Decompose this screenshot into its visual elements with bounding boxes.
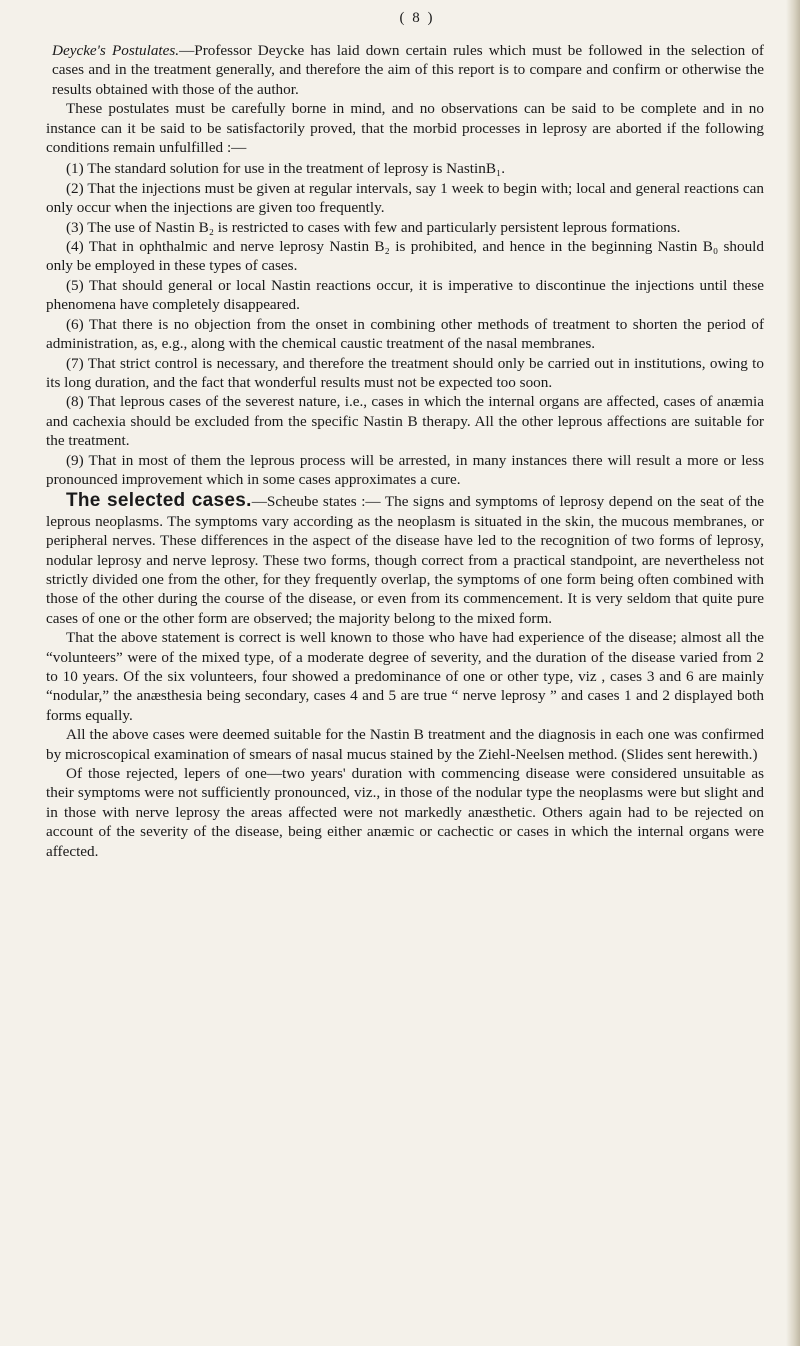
body-paragraph: All the above cases were deemed suitable for the Nastin B treatment and the diagnosis in each one was confirmed by microscopical examination of smears of nasal mucus stained by the Ziehl-Neelsen method. (Slides sent herewith.) bbox=[46, 726, 764, 763]
page-edge-shadow bbox=[786, 0, 800, 1346]
postulate-item: (4) That in ophthalmic and nerve leprosy Nastin B₂ is prohibited, and hence in the beginning Nastin B₀ should only be employed in these types of cases. bbox=[46, 238, 764, 275]
body-paragraph: That the above statement is correct is well known to those who have had experience of the disease; almost all the “volunteers” were of the mixed type, of a moderate degree of severity, and the duration of the disease varied from 2 to 10 years. Of the six volunteers, four showed a predominance of one or other type, viz , cases 3 and 6 are mainly “nodular,” the anæsthesia being secondary, cases 4 and 5 are true “ nerve leprosy ” and cases 1 and 2 displayed both forms equally. bbox=[46, 629, 764, 724]
postulate-item: (5) That should general or local Nastin reactions occur, it is imperative to discontinue the injections until these phenomena have completely disappeared. bbox=[46, 276, 764, 314]
postulate-item: (2) That the injections must be given at regular intervals, say 1 week to begin with; local and general reactions can only occur when the injections are given too frequently. bbox=[46, 179, 764, 217]
selected-cases-text: —Scheube states :— The signs and symptoms of leprosy depend on the seat of the leprous neoplasms. The symptoms vary according as the neoplasm is situated in the skin, the mucous membranes, or peripheral nerves. These differences in the aspect of the disease have led to the recognition of two forms of leprosy, nodular leprosy and nerve leprosy. These two forms, though correct from a practical standpoint, are nevertheless not strictly divided one from the other, for they frequently overlap, the symptoms of one form being often combined with those of the other during the course of the disease, or even from its commencement. It is very seldom that quite pure cases of one or the other form are observed; the majority belong to the mixed form. bbox=[46, 493, 764, 627]
postulates-intro-paragraph bbox=[46, 41, 764, 99]
postulate-item: (1) The standard solution for use in the treatment of leprosy is NastinB₁. bbox=[66, 160, 506, 178]
page-number: ( 8 ) bbox=[399, 10, 435, 26]
postulate-item: (8) That leprous cases of the severest nature, i.e., cases in which the internal organs are affected, cases of anæmia and cachexia should be excluded from the specific Nastin B therapy. All the other leprous affections are suitable for the treatment. bbox=[46, 393, 764, 450]
postulates-note: These postulates must be carefully borne in mind, and no observations can be said to be complete and in no instance can it be said to be satisfactorily proved, that the morbid processes in leprosy are aborted if the following conditions remain unfulfilled :— bbox=[46, 100, 764, 157]
postulates-intro-text: —Professor Deycke has laid down certain rules which must be followed in the selection of cases and in the treatment generally, and therefore the aim of this report is to compare and confirm or otherwise the results obtained with those of the author. bbox=[52, 42, 764, 98]
postulate-item: (7) That strict control is necessary, and therefore the treatment should only be carried out in institutions, owing to its long duration, and the fact that wonderful results must not be expected too soon. bbox=[46, 354, 764, 391]
postulate-item: (3) The use of Nastin B₂ is restricted to cases with few and particularly persistent leprous formations. bbox=[66, 218, 681, 236]
document-page bbox=[46, 10, 764, 1330]
body-paragraph: Of those rejected, lepers of one—two years' duration with commencing disease were considered unsuitable as their symptoms were not sufficiently pronounced, viz., in those of the nodular type the neoplasms were but slight and in those with nerve leprosy the areas affected were not markedly anæsthetic. Others again had to be rejected on account of the severity of the disease, being either anæmic or cachectic or cases in which the internal organs were affected. bbox=[46, 765, 764, 860]
selected-cases-heading: The selected cases. bbox=[66, 490, 252, 512]
selected-cases-paragraph bbox=[46, 491, 764, 628]
postulate-item: (6) That there is no objection from the onset in combining other methods of treatment to shorten the period of administration, as, e.g., along with the chemical caustic treatment of the nasal membranes. bbox=[46, 315, 764, 353]
postulate-item: (9) That in most of them the leprous process will be arrested, in many instances there will result a more or less pronounced improvement which in some cases approximates a cure. bbox=[46, 451, 764, 488]
postulates-heading: Deycke's Postulates. bbox=[52, 42, 180, 59]
